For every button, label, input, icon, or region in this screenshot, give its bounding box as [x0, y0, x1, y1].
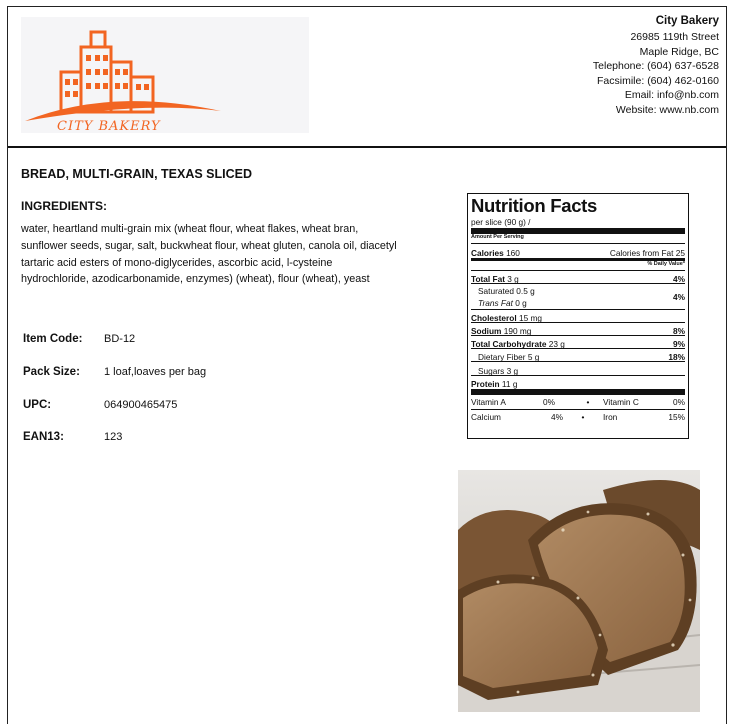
upc-label: UPC:	[23, 399, 52, 411]
item-code-label: Item Code:	[23, 333, 83, 345]
spec-sheet	[7, 6, 727, 724]
calories-fat-label: Calories from Fat	[609, 248, 674, 258]
company-telephone: Telephone: (604) 637-6528	[592, 60, 719, 73]
pack-size-value: 1 loaf,loaves per bag	[104, 366, 207, 378]
iron-value: 15%	[668, 411, 685, 422]
nutrition-facts-title: Nutrition Facts	[471, 195, 598, 216]
total-fat-label: Total Fat	[471, 274, 505, 284]
ingredients-text: water, heartland multi-grain mix (wheat flour, wheat flakes, wheat bran, sunflower seeds, sugar, salt, buckwheat flour, wheat gluten, canola oil, diacetyl tartaric acid esters of mono-diglycerides, ascorbic acid, l-cysteine hydrochloride, azodicarbonamide, enzymes) (wheat), flour (wheat), yeast	[21, 223, 397, 286]
vitamin-a-value: 0%	[543, 397, 555, 408]
carbohydrate-label: Total Carbohydrate	[471, 339, 547, 349]
cholesterol-row	[471, 309, 685, 322]
company-address: 26985 119th Street	[630, 31, 719, 43]
company-city: Maple Ridge, BC	[639, 45, 719, 58]
total-fat-value: 3 g	[507, 274, 519, 284]
ean13-label: EAN13:	[23, 431, 64, 443]
trans-fat-word: Fat	[500, 297, 513, 308]
nutrition-facts-panel	[467, 193, 689, 439]
company-email: Email: info@nb.com	[624, 89, 719, 102]
fiber-value: 5 g	[527, 352, 540, 362]
pack-size-label: Pack Size:	[23, 366, 80, 378]
vitamin-c-value: 0%	[673, 397, 685, 408]
sugars-row	[471, 361, 685, 375]
bread-slices-image-icon	[458, 470, 700, 712]
cholesterol-label: Cholesterol	[471, 313, 517, 323]
carbohydrate-dv: 9%	[673, 339, 685, 349]
sugars-label: Sugars	[478, 366, 505, 376]
protein-value: 11 g	[501, 379, 518, 389]
vitamin-a-label: Vitamin A	[471, 397, 506, 408]
upc-value: 064900465475	[104, 399, 178, 411]
sodium-value: 190 mg	[503, 326, 532, 336]
carbohydrate-value: 23 g	[548, 339, 565, 349]
total-fat-dv: 4%	[673, 274, 685, 284]
sodium-label: Sodium	[471, 326, 502, 336]
product-photo	[458, 470, 700, 712]
sodium-row	[471, 322, 685, 335]
product-title: BREAD, MULTI-GRAIN, TEXAS SLICED	[21, 167, 253, 181]
company-website: Website: www.nb.com	[615, 103, 719, 116]
header-divider	[8, 146, 726, 148]
iron-label: Iron	[603, 411, 618, 422]
calories-fat-value: 25	[675, 248, 685, 258]
vitamins-row	[471, 395, 685, 409]
company-logo	[21, 17, 309, 133]
city-skyline-logo-icon	[21, 17, 309, 133]
bullet-icon: •	[581, 411, 585, 422]
logo-text: CITY BAKERY	[57, 119, 161, 134]
calcium-value: 4%	[551, 411, 563, 422]
carbohydrate-row	[471, 335, 685, 348]
minerals-row	[471, 409, 685, 423]
total-fat-row	[471, 270, 685, 283]
trans-value: 0 g	[515, 297, 527, 308]
bullet-icon: •	[586, 397, 590, 408]
serving-size: per slice (90 g) /	[471, 217, 531, 227]
saturated-label: Saturated	[478, 285, 514, 296]
calcium-label: Calcium	[471, 411, 501, 422]
ingredients-heading: INGREDIENTS:	[21, 199, 108, 213]
sat-trans-row	[471, 283, 685, 309]
protein-row	[471, 375, 685, 388]
calories-label: Calories	[471, 248, 504, 258]
trans-label: Trans	[478, 297, 499, 308]
calories-row	[471, 243, 685, 257]
company-name: City Bakery	[655, 15, 719, 27]
ean13-value: 123	[104, 431, 123, 443]
sodium-dv: 8%	[673, 326, 685, 336]
sat-trans-dv: 4%	[673, 291, 685, 302]
protein-label: Protein	[471, 379, 500, 389]
calories-value: 160	[506, 248, 520, 258]
fiber-dv: 18%	[668, 352, 685, 362]
fiber-row	[471, 348, 685, 361]
saturated-value: 0.5 g	[516, 285, 535, 296]
vitamin-c-label: Vitamin C	[603, 397, 639, 408]
company-fax: Facsimile: (604) 462-0160	[597, 74, 719, 87]
fiber-label: Dietary Fiber	[478, 352, 526, 362]
cholesterol-value: 15 mg	[518, 313, 543, 323]
company-info	[593, 13, 719, 118]
daily-value-heading: % Daily Value*	[647, 261, 685, 268]
amount-per-serving: Amount Per Serving	[471, 234, 524, 241]
item-code-value: BD-12	[104, 333, 136, 345]
sugars-value: 3 g	[506, 366, 519, 376]
